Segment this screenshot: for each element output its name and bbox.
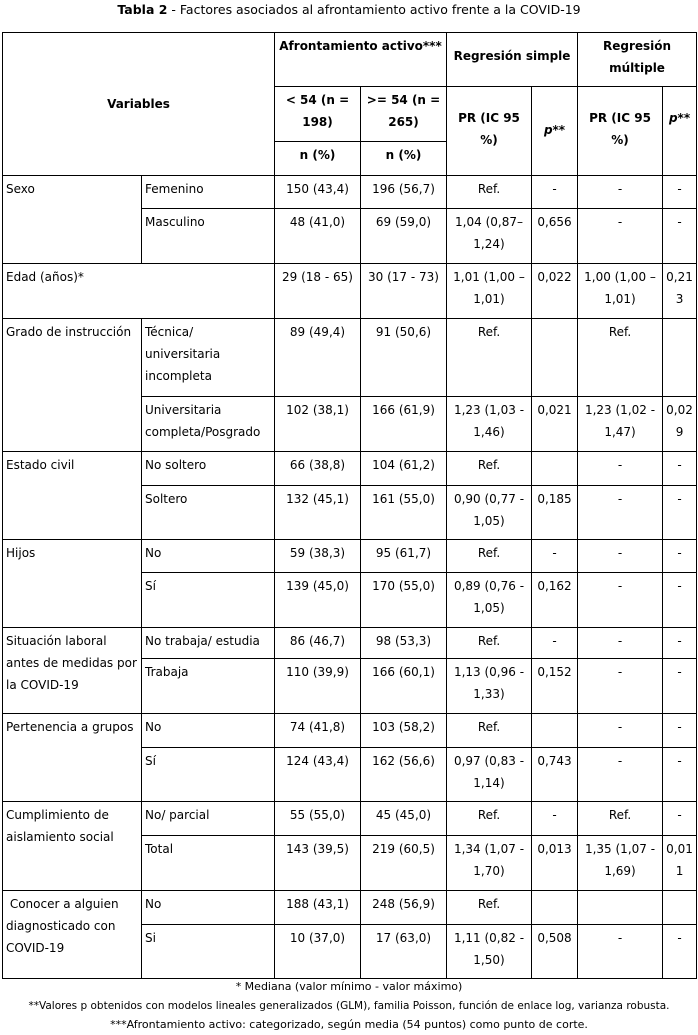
cat-cell: Si: [142, 925, 275, 979]
header-regresion-simple: Regresión simple: [447, 33, 578, 87]
cat-cell: No/ parcial: [142, 802, 275, 836]
header-afrontamiento: Afrontamiento activo***: [275, 33, 447, 87]
footnote-afrontamiento: ***Afrontamiento activo: categorizado, según media (54 puntos) como punto de corte.: [110, 1018, 588, 1031]
pm-cell: 0,029: [663, 397, 697, 452]
lt-cell: 132 (45,1): [275, 486, 361, 540]
lt-cell: 124 (43,4): [275, 748, 361, 802]
cat-cell: Masculino: [142, 209, 275, 264]
lt-cell: 66 (38,8): [275, 452, 361, 486]
prm-cell: -: [578, 925, 663, 979]
prm-cell: 1,35 (1,07 - 1,69): [578, 836, 663, 891]
ge-cell: 219 (60,5): [361, 836, 447, 891]
ps-cell: 0,022: [532, 264, 578, 319]
ps-cell: 0,508: [532, 925, 578, 979]
pm-cell: [663, 891, 697, 925]
ps-cell: -: [532, 802, 578, 836]
header-pr-simple: PR (IC 95 %): [447, 87, 532, 176]
prs-cell: Ref.: [447, 452, 532, 486]
prs-cell: 1,23 (1,03 - 1,46): [447, 397, 532, 452]
cat-cell: No: [142, 891, 275, 925]
prs-cell: 1,01 (1,00 –1,01): [447, 264, 532, 319]
prs-cell: 1,34 (1,07 - 1,70): [447, 836, 532, 891]
header-n-pct-2: n (%): [361, 142, 447, 176]
ge-cell: 162 (56,6): [361, 748, 447, 802]
prs-cell: Ref.: [447, 802, 532, 836]
header-n-pct-1: n (%): [275, 142, 361, 176]
cat-cell: Trabaja: [142, 659, 275, 714]
table-row: [3, 628, 697, 659]
prm-cell: -: [578, 486, 663, 540]
lt-cell: 86 (46,7): [275, 628, 361, 659]
header-pr-multiple: PR (IC 95 %): [578, 87, 663, 176]
prs-cell: 1,04 (0,87–1,24): [447, 209, 532, 264]
pm-cell: [663, 319, 697, 397]
pm-cell: -: [663, 714, 697, 748]
header-ge54: >= 54 (n = 265): [361, 87, 447, 142]
lt-cell: 102 (38,1): [275, 397, 361, 452]
ps-cell: 0,021: [532, 397, 578, 452]
pm-cell: -: [663, 540, 697, 573]
table-row: [3, 319, 697, 397]
ge-cell: 30 (17 - 73): [361, 264, 447, 319]
var-aislamiento: Cumplimiento de aislamiento social: [3, 802, 142, 891]
header-regresion-multiple: Regresión múltiple: [578, 33, 697, 87]
ps-cell: [532, 891, 578, 925]
cat-cell: Femenino: [142, 176, 275, 209]
ge-cell: 98 (53,3): [361, 628, 447, 659]
ge-cell: 17 (63,0): [361, 925, 447, 979]
var-laboral: Situación laboral antes de medidas por la COVID-19: [3, 628, 142, 714]
prm-cell: -: [578, 452, 663, 486]
ge-cell: 104 (61,2): [361, 452, 447, 486]
cat-cell: Sí: [142, 573, 275, 628]
table-row: [3, 891, 697, 925]
ps-cell: -: [532, 540, 578, 573]
var-estado: Estado civil: [3, 452, 142, 540]
lt-cell: 55 (55,0): [275, 802, 361, 836]
ps-cell: 0,013: [532, 836, 578, 891]
footnote-valores-p: **Valores p obtenidos con modelos lineales generalizados (GLM), familia Poisson, función de enlace log, varianza robusta.: [28, 1000, 670, 1012]
lt-cell: 188 (43,1): [275, 891, 361, 925]
prm-cell: -: [578, 176, 663, 209]
ps-cell: [532, 452, 578, 486]
prm-cell: -: [578, 714, 663, 748]
ge-cell: 103 (58,2): [361, 714, 447, 748]
pm-cell: 0,213: [663, 264, 697, 319]
prs-cell: Ref.: [447, 628, 532, 659]
lt-cell: 110 (39,9): [275, 659, 361, 714]
prs-cell: Ref.: [447, 319, 532, 397]
pm-cell: -: [663, 628, 697, 659]
cat-cell: Universitaria completa/Posgrado: [142, 397, 275, 452]
prs-cell: 0,89 (0,76 - 1,05): [447, 573, 532, 628]
prs-cell: Ref.: [447, 176, 532, 209]
pm-cell: -: [663, 486, 697, 540]
ps-cell: 0,152: [532, 659, 578, 714]
prm-cell: Ref.: [578, 319, 663, 397]
prm-cell: -: [578, 628, 663, 659]
pm-cell: 0,011: [663, 836, 697, 891]
ps-cell: 0,656: [532, 209, 578, 264]
header-p-simple: p**: [532, 87, 578, 176]
cat-cell: Sí: [142, 748, 275, 802]
table-row: [3, 714, 697, 748]
prs-cell: 0,90 (0,77 - 1,05): [447, 486, 532, 540]
prm-cell: -: [578, 748, 663, 802]
ge-cell: 166 (60,1): [361, 659, 447, 714]
caption-label: Tabla 2: [117, 2, 168, 17]
var-conocer: Conocer a alguien diagnosticado con COVID-19: [3, 891, 142, 979]
pm-cell: -: [663, 925, 697, 979]
lt-cell: 74 (41,8): [275, 714, 361, 748]
ps-cell: 0,162: [532, 573, 578, 628]
var-edad: Edad (años)*: [3, 264, 275, 319]
cat-cell: No trabaja/ estudia: [142, 628, 275, 659]
var-hijos: Hijos: [3, 540, 142, 628]
pm-cell: -: [663, 452, 697, 486]
lt-cell: 139 (45,0): [275, 573, 361, 628]
var-grado: Grado de instrucción: [3, 319, 142, 452]
prm-cell: 1,00 (1,00 –1,01): [578, 264, 663, 319]
ge-cell: 95 (61,7): [361, 540, 447, 573]
header-p-multiple: p**: [663, 87, 697, 176]
ge-cell: 170 (55,0): [361, 573, 447, 628]
cat-cell: Soltero: [142, 486, 275, 540]
table-row: [3, 540, 697, 573]
ge-cell: 69 (59,0): [361, 209, 447, 264]
prm-cell: [578, 891, 663, 925]
prs-cell: Ref.: [447, 714, 532, 748]
ps-cell: -: [532, 628, 578, 659]
var-grupos: Pertenencia a grupos: [3, 714, 142, 802]
ge-cell: 161 (55,0): [361, 486, 447, 540]
header-lt54: < 54 (n = 198): [275, 87, 361, 142]
ps-cell: 0,185: [532, 486, 578, 540]
table-caption: [0, 0, 698, 20]
prm-cell: -: [578, 573, 663, 628]
pm-cell: -: [663, 748, 697, 802]
ge-cell: 248 (56,9): [361, 891, 447, 925]
cat-cell: No: [142, 714, 275, 748]
ps-cell: [532, 714, 578, 748]
ge-cell: 45 (45,0): [361, 802, 447, 836]
cat-cell: No: [142, 540, 275, 573]
prm-cell: -: [578, 540, 663, 573]
lt-cell: 29 (18 - 65): [275, 264, 361, 319]
cat-cell: Técnica/ universitaria incompleta: [142, 319, 275, 397]
var-sexo: Sexo: [3, 176, 142, 264]
table-row: [3, 264, 697, 319]
ge-cell: 196 (56,7): [361, 176, 447, 209]
prs-cell: 0,97 (0,83 - 1,14): [447, 748, 532, 802]
header-variables: Variables: [3, 33, 275, 176]
lt-cell: 59 (38,3): [275, 540, 361, 573]
ps-cell: 0,743: [532, 748, 578, 802]
prs-cell: Ref.: [447, 540, 532, 573]
prs-cell: 1,13 (0,96 - 1,33): [447, 659, 532, 714]
lt-cell: 48 (41,0): [275, 209, 361, 264]
lt-cell: 89 (49,4): [275, 319, 361, 397]
pm-cell: -: [663, 802, 697, 836]
ps-cell: -: [532, 176, 578, 209]
table-row: [3, 452, 697, 486]
prm-cell: -: [578, 209, 663, 264]
ps-cell: [532, 319, 578, 397]
prs-cell: 1,11 (0,82 - 1,50): [447, 925, 532, 979]
table-row: [3, 802, 697, 836]
pm-cell: -: [663, 176, 697, 209]
table-row: [3, 176, 697, 209]
lt-cell: 143 (39,5): [275, 836, 361, 891]
cat-cell: Total: [142, 836, 275, 891]
ge-cell: 166 (61,9): [361, 397, 447, 452]
footnote-mediana: * Mediana (valor mínimo - valor máximo): [235, 980, 463, 993]
results-table: [2, 32, 697, 979]
prs-cell: Ref.: [447, 891, 532, 925]
prm-cell: 1,23 (1,02 - 1,47): [578, 397, 663, 452]
pm-cell: -: [663, 659, 697, 714]
pm-cell: -: [663, 573, 697, 628]
prm-cell: Ref.: [578, 802, 663, 836]
lt-cell: 150 (43,4): [275, 176, 361, 209]
caption-text: - Factores asociados al afrontamiento activo frente a la COVID-19: [167, 2, 581, 17]
pm-cell: -: [663, 209, 697, 264]
ge-cell: 91 (50,6): [361, 319, 447, 397]
lt-cell: 10 (37,0): [275, 925, 361, 979]
cat-cell: No soltero: [142, 452, 275, 486]
prm-cell: -: [578, 659, 663, 714]
